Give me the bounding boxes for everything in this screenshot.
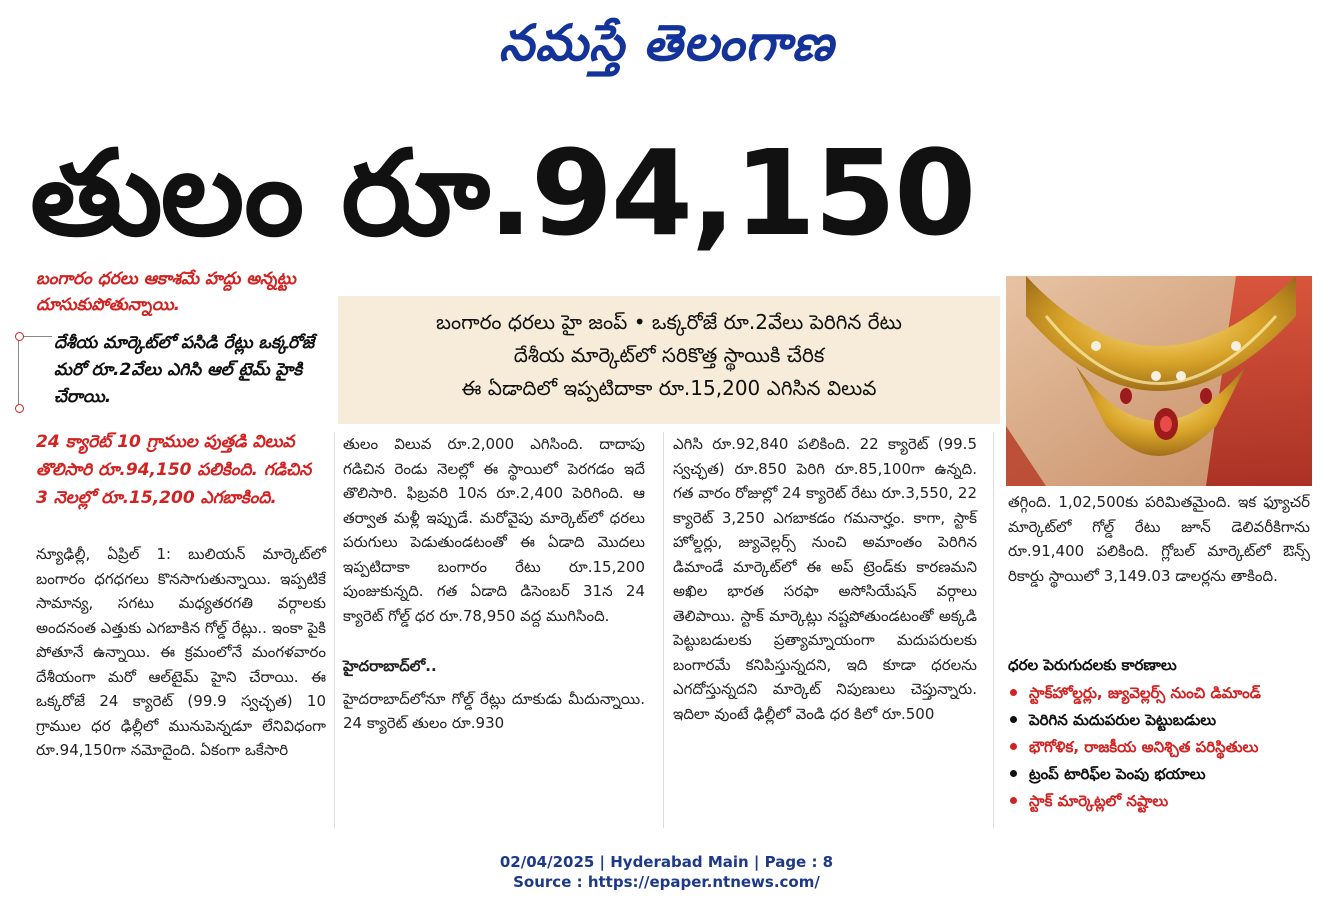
bullet-icon <box>1010 716 1017 723</box>
reason-item <box>1008 788 1310 815</box>
bullet-icon <box>1010 770 1017 777</box>
callout-dot-icon <box>15 404 24 413</box>
column-divider <box>334 432 335 828</box>
gold-necklace-photo <box>1006 276 1312 486</box>
reason-text: భౌగోళిక, రాజకీయ అనిశ్చిత పరిస్థితులు <box>1029 738 1259 756</box>
article-column-3: ఎగిసి రూ.92,840 పలికింది. 22 క్యారెట్ (99.5 స్వచ్ఛత) రూ.850 పెరిగి రూ.85,100గా ఉన్నది. గత వారం రోజుల్లో 24 క్యారెట్ రేటు రూ.3,550, 22 క్యారెట్ 3,250 ఎగబాకడం గమనార్హం. కాగా, స్టాక్ హోల్డర్లు, జ్యువెల్లర్స్ నుంచి అమాంతం పెరిగిన డిమాండే మార్కెట్‌లో ఈ అప్ ట్రెండ్‌కు కారణమని అఖిల భారత సరఫా అసోసియేషన్ వర్గాలు తెలిపాయి. స్టాక్ మార్కెట్లు నష్టపోతుండటంతో అక్కడి పెట్టుబడులకు ప్రత్యామ్నాయంగా మదుపరులకు బంగారమే కనిపిస్తున్నదని, ఇది కూడా ధరలను ఎగదోస్తున్నదని మార్కెట్ నిపుణులు చెప్తున్నారు. ఇదిలా వుంటే ఢిల్లీలో వెండి ధర కిలో రూ.500 <box>673 435 977 723</box>
bullet-icon <box>1010 797 1017 804</box>
reason-item <box>1008 734 1310 761</box>
subheadline-line: బంగారం ధరలు హై జంప్ • ఒక్కరోజే రూ.2వేలు పెరిగిన రేటు <box>436 310 902 334</box>
callout-vertical-rule <box>18 336 19 408</box>
reason-text: స్టాక్ మార్కెట్లలో నష్టాలు <box>1029 792 1169 810</box>
highlight-callout <box>18 332 326 412</box>
article-column-2 <box>343 432 645 736</box>
subheadline-line: ఈ ఏడాదిలో ఇప్పటిదాకా రూ.15,200 ఎగిసిన విలువ <box>461 376 877 400</box>
article-paragraph: హైదరాబాద్‌లోనూ గోల్డ్ రేట్లు దూకుడు మీదున్నాయి. 24 క్యారెట్ తులం రూ.930 <box>343 689 645 732</box>
column-divider <box>993 432 994 828</box>
page-footer <box>0 852 1333 892</box>
intro-kicker: బంగారం ధరలు ఆకాశమే హద్దు అన్నట్టు దూసుకుపోతున్నాయి. <box>36 269 296 315</box>
section-subheading: హైదరాబాద్‌లో.. <box>343 657 437 675</box>
column-divider <box>663 432 664 828</box>
article-column-4: తగ్గింది. 1,02,500కు పరిమితమైంది. ఇక ఫ్యూచర్ మార్కెట్‌లో గోల్డ్ రేటు జూన్ డెలివరీకిగాను రూ.91,400 పలికింది. గ్లోబల్ మార్కెట్‌లో ఔన్స్ రికార్డు స్థాయిలో 3,149.03 డాలర్లను తాకింది. <box>1008 493 1310 585</box>
edition-info: 02/04/2025 | Hyderabad Main | Page : 8 <box>499 853 834 871</box>
reason-item <box>1008 707 1310 734</box>
red-summary-paragraph: 24 క్యారెట్ 10 గ్రాముల పుత్తడి విలువ తొలిసారి రూ.94,150 పలికింది. గడిచిన 3 నెలల్లో రూ.15,200 ఎగబాకింది. <box>36 432 312 508</box>
article-column-1: న్యూఢిల్లీ, ఏప్రిల్ 1: బులియన్ మార్కెట్‌లో బంగారం ధగధగలు కొనసాగుతున్నాయి. ఇప్పటికే సామాన్య, సగటు మధ్యతరగతి వర్గాలకు అందనంత ఎత్తుకు ఎగబాకిన గోల్డ్ రేట్లు.. ఇంకా పైకి పోతూనే ఉన్నాయి. ఈ క్రమంలోనే మంగళవారం దేశీయంగా మరో ఆల్‌టైమ్ హైని చేరాయి. ఈ ఒక్కరోజే 24 క్యారెట్ (99.9 స్వచ్ఛత) 10 గ్రాముల ధర ఢిల్లీలో మునుపెన్నడూ లేనివిధంగా రూ.94,150గా నమోదైంది. ఏకంగా ఒకేసారి <box>36 545 326 759</box>
subheadline-box <box>338 296 1000 424</box>
bullet-icon <box>1010 743 1017 750</box>
reasons-title: ధరల పెరుగుదలకు కారణాలు <box>1008 656 1177 674</box>
reason-item <box>1008 761 1310 788</box>
reasons-box <box>1008 652 1310 815</box>
callout-text: దేశీయ మార్కెట్‌లో పసిడి రేట్లు ఒక్కరోజే మరో రూ.2వేలు ఎగిసి ఆల్ టైమ్ హైకి చేరాయి. <box>54 333 315 407</box>
source-link[interactable]: Source : https://epaper.ntnews.com/ <box>513 873 820 891</box>
bullet-icon <box>1010 689 1017 696</box>
masthead-logo: నమస్తే తెలంగాణ <box>498 14 835 72</box>
reason-text: స్టాక్‌హోల్డర్లు, జ్యువెల్లర్స్ నుంచి డిమాండ్ <box>1029 684 1261 702</box>
article-paragraph: తులం విలువ రూ.2,000 ఎగిసింది. దాదాపు గడిచిన రెండు నెలల్లో ఈ స్థాయిలో పెరగడం ఇదే తొలిసారి. ఫిబ్రవరి 10న రూ.2,400 పెరిగింది. ఆ తర్వాత మళ్లీ ఇప్పుడే. మరోవైపు మార్కెట్‌లో ధరలు పరుగులు పెడుతుండటంతో ఈ ఏడాది మొదలు ఇప్పటిదాకా బంగారం రేటు రూ.15,200 పుంజుకున్నది. గత ఏడాది డిసెంబర్ 31న 24 క్యారెట్ గోల్డ్ ధర రూ.78,950 వద్ద ముగిసింది. <box>343 435 645 625</box>
reason-item <box>1008 680 1310 707</box>
callout-dot-icon <box>15 332 24 341</box>
subheadline-line: దేశీయ మార్కెట్‌లో సరికొత్త స్థాయికి చేరిక <box>513 343 825 367</box>
headline: తులం రూ.94,150 <box>30 124 975 262</box>
reasons-list <box>1008 680 1310 815</box>
gold-jewellery-image <box>1006 276 1312 486</box>
reason-text: ట్రంప్ టారిఫ్‌ల పెంపు భయాలు <box>1029 765 1206 783</box>
reason-text: పెరిగిన మదుపరుల పెట్టుబడులు <box>1029 711 1217 729</box>
